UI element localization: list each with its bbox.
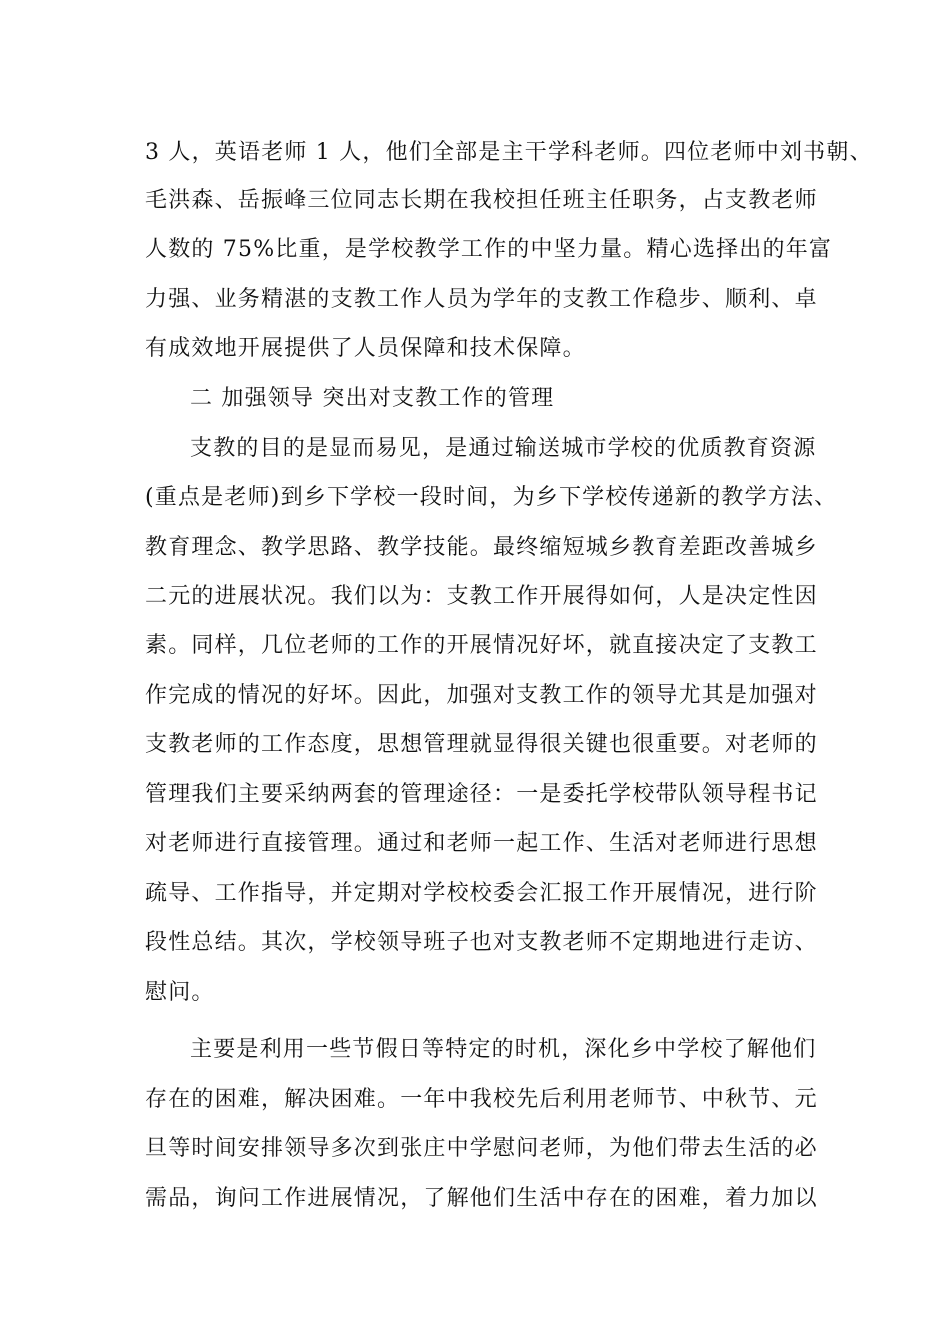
text-line: 有成效地开展提供了人员保障和技术保障。 [145,336,586,361]
text-line: 对老师进行直接管理。通过和老师一起工作、生活对老师进行思想 [145,831,818,856]
text-line: 慰问。 [145,980,215,1005]
text-line: 支教老师的工作态度，思想管理就显得很关键也很重要。对老师的 [145,732,818,757]
text-line: 二元的进展状况。我们以为：支教工作开展得如何，人是决定性因 [145,584,818,609]
text-line: 旦等时间安排领导多次到张庄中学慰问老师，为他们带去生活的必 [145,1136,818,1161]
text-line: 作完成的情况的好坏。因此，加强对支教工作的领导尤其是加强对 [145,683,818,708]
text-line: 3 人，英语老师 1 人，他们全部是主干学科老师。四位老师中刘书朝、 [145,140,873,165]
text-line: 人数的 75%比重，是学校教学工作的中坚力量。精心选择出的年富 [145,237,833,262]
text-line: 教育理念、教学思路、教学技能。最终缩短城乡教育差距改善城乡 [145,535,818,560]
text-line: 管理我们主要采纳两套的管理途径：一是委托学校带队领导程书记 [145,782,818,807]
text-line: 疏导、工作指导，并定期对学校校委会汇报工作开展情况，进行阶 [145,881,818,906]
text-line: 力强、业务精湛的支教工作人员为学年的支教工作稳步、顺利、卓 [145,287,818,312]
text-line: 段性总结。其次，学校领导班子也对支教老师不定期地进行走访、 [145,930,818,955]
text-line: (重点是老师)到乡下学校一段时间，为乡下学校传递新的教学方法、 [145,485,838,510]
text-line: 毛洪森、岳振峰三位同志长期在我校担任班主任职务，占支教老师 [145,188,818,213]
text-line: 需品，询问工作进展情况，了解他们生活中存在的困难，着力加以 [145,1186,818,1211]
text-line: 素。同样，几位老师的工作的开展情况好坏，就直接决定了支教工 [145,633,818,658]
text-line: 存在的困难，解决困难。一年中我校先后利用老师节、中秋节、元 [145,1087,818,1112]
text-line: 主要是利用一些节假日等特定的时机，深化乡中学校了解他们 [190,1037,817,1062]
text-line: 支教的目的是显而易见，是通过输送城市学校的优质教育资源 [190,436,817,461]
section-heading: 二 加强领导 突出对支教工作的管理 [190,386,555,411]
